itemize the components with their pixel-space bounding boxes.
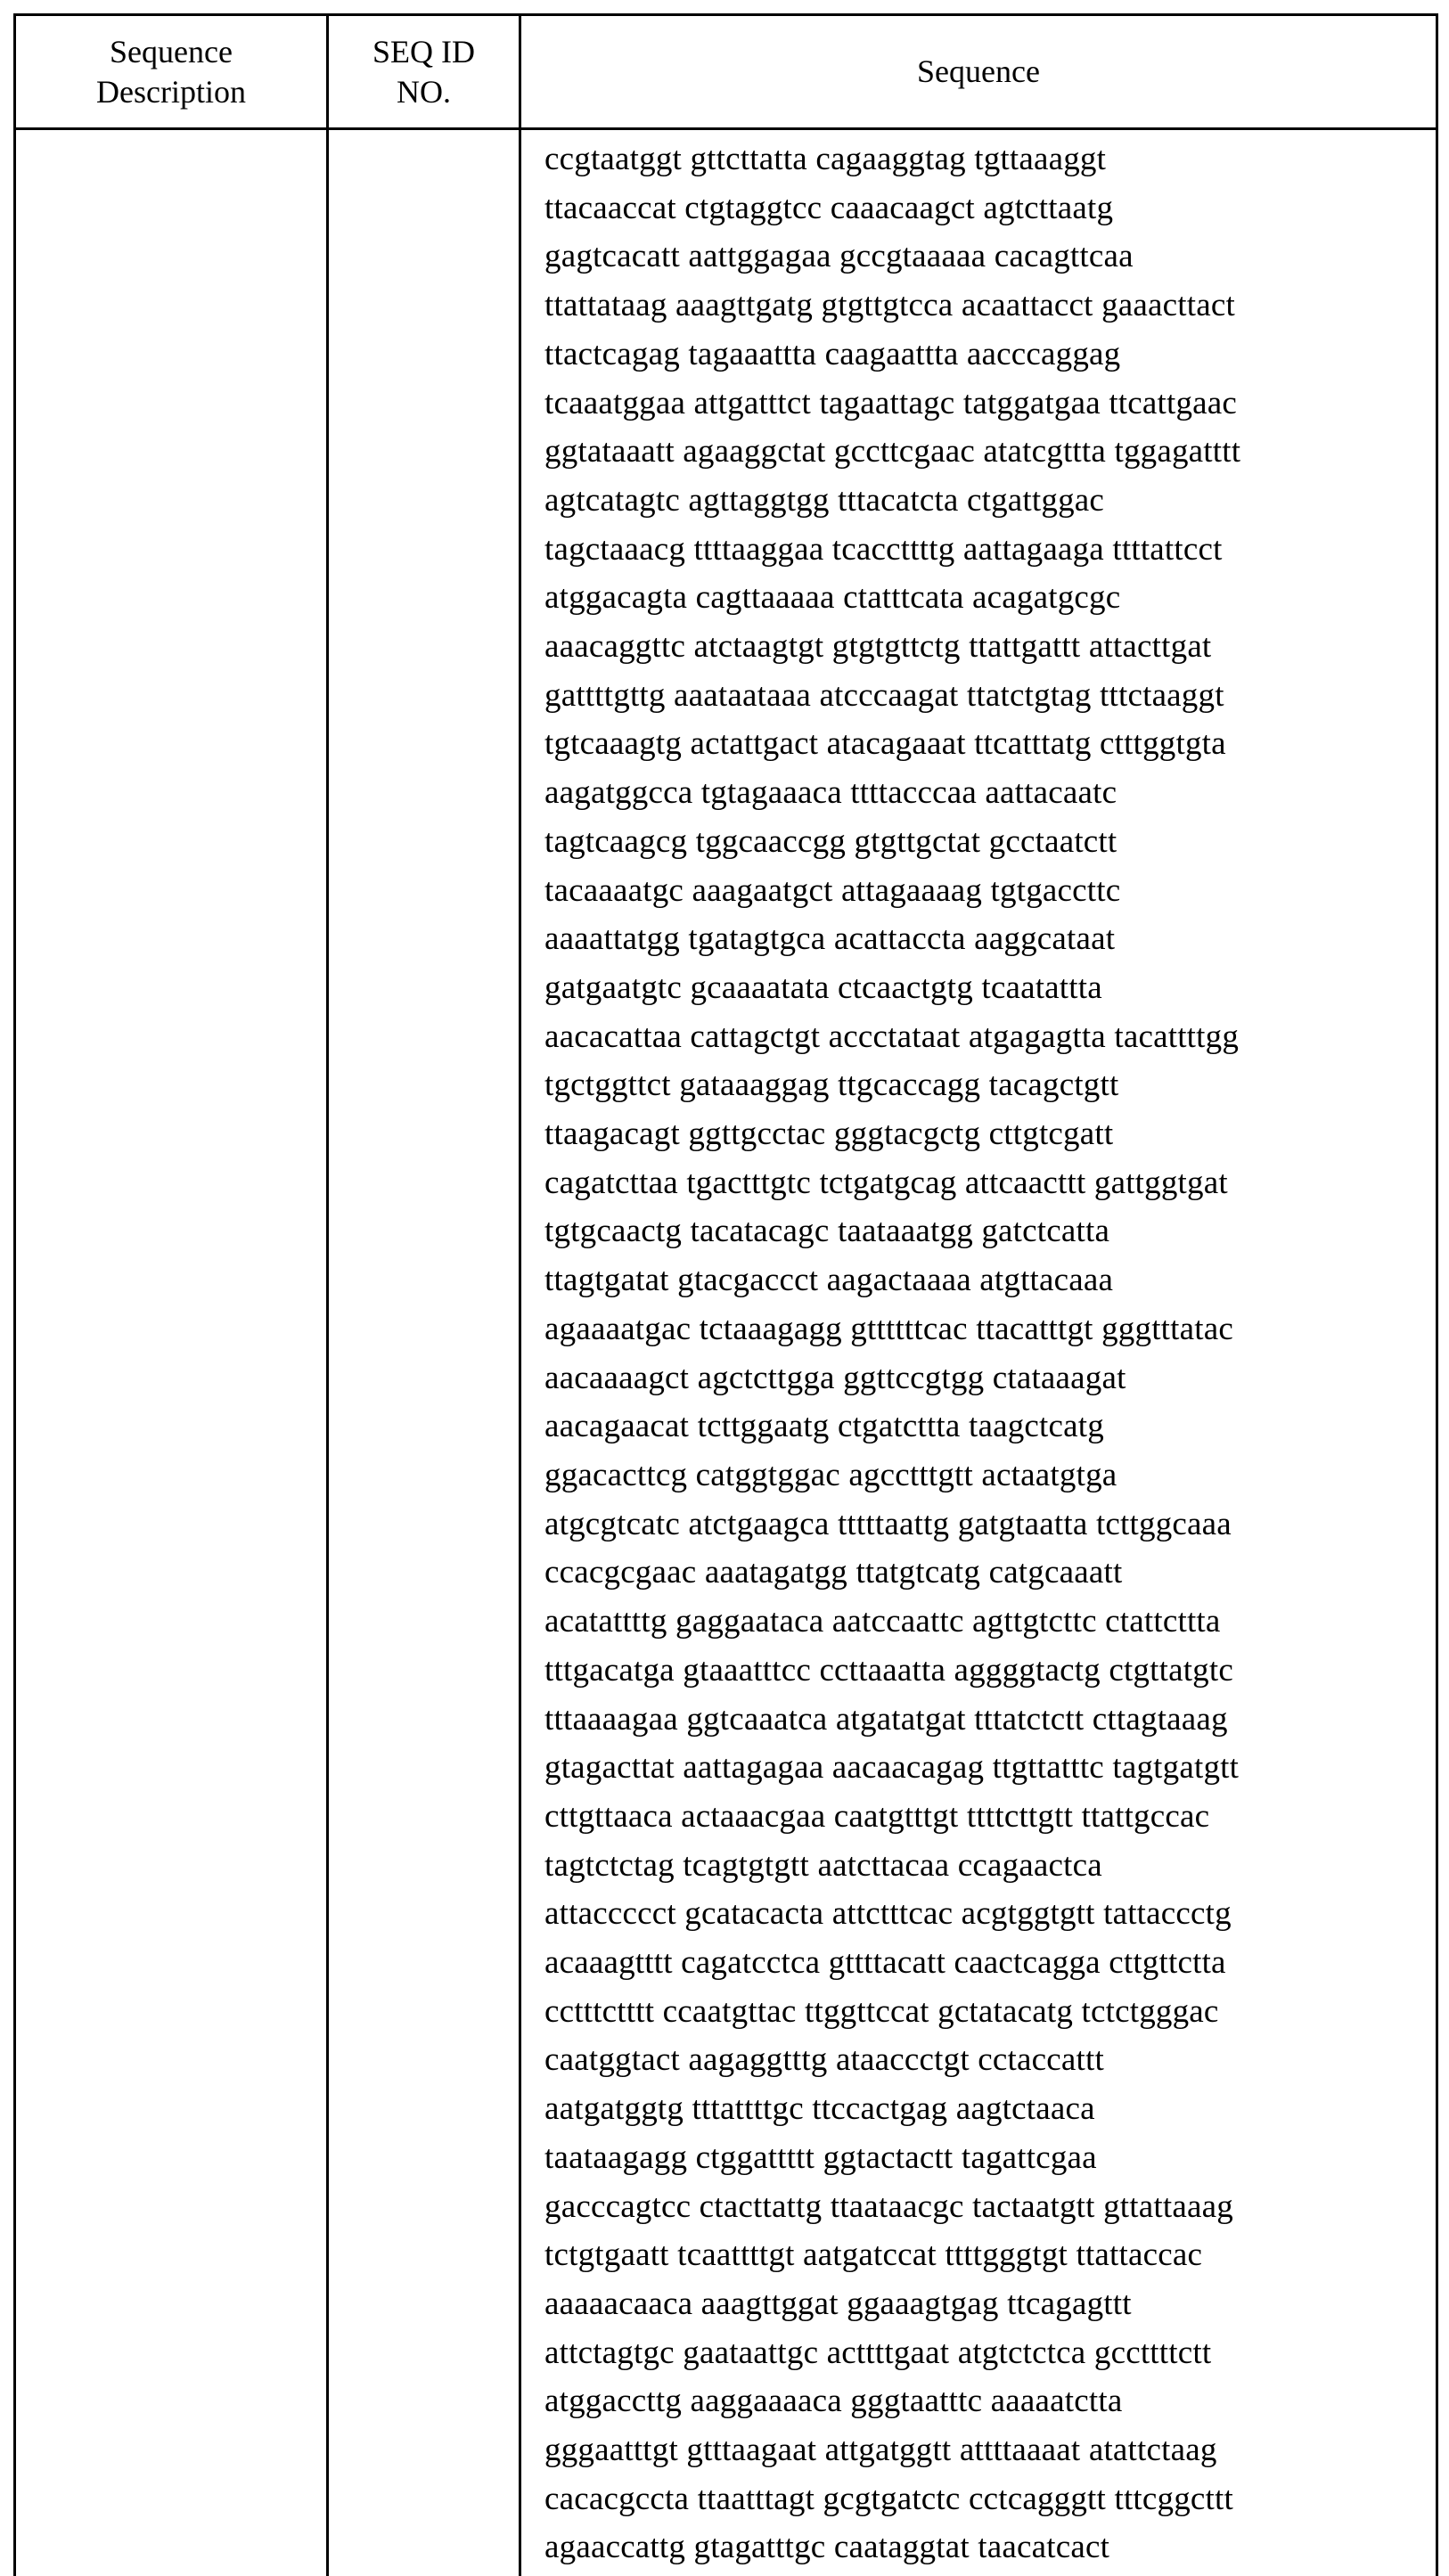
sequence-line: acaaagtttt cagatcctca gttttacatt caactcagga cttgttctta — [544, 1944, 1226, 1982]
sequence-line: aaaaacaaca aaagttggat ggaaagtgag ttcagagttt — [544, 2285, 1132, 2322]
sequence-line: ccacgcgaac aaatagatgg ttatgtcatg catgcaaatt — [544, 1554, 1123, 1591]
sequence-line: ccgtaatggt gttcttatta cagaaggtag tgttaaaggt — [544, 141, 1107, 177]
sequence-line: attctagtgc gaataattgc acttttgaat atgtctctca gccttttctt — [544, 2334, 1212, 2371]
sequence-line: caatggtact aagaggtttg ataaccctgt cctaccattt — [544, 2041, 1104, 2079]
header-seq-id-no: SEQ ID NO. — [328, 15, 520, 129]
sequence-table — [13, 13, 1438, 2576]
sequence-line: tgtgcaactg tacatacagc taataaatgg gatctcatta — [544, 1213, 1110, 1250]
table-row — [15, 129, 1437, 2576]
header-sequence-description: Sequence Description — [15, 15, 328, 129]
sequence-line: ttattataag aaagttgatg gtgttgtcca acaattacct gaaacttact — [544, 287, 1235, 324]
sequence-line: acatattttg gaggaataca aatccaattc agttgtcttc ctattcttta — [544, 1603, 1221, 1640]
sequence-line: agtcatagtc agttaggtgg tttacatcta ctgattggac — [544, 481, 1105, 519]
sequence-line: cagatcttaa tgactttgtc tctgatgcag attcaacttt gattggtgat — [544, 1164, 1228, 1201]
cell-sequence — [520, 129, 1437, 2576]
sequence-line: ggacacttcg catggtggac agcctttgtt actaatgtga — [544, 1456, 1117, 1493]
sequence-line: aagatggcca tgtagaaaca ttttacccaa aattacaatc — [544, 774, 1117, 812]
sequence-line: atggaccttg aaggaaaaca gggtaatttc aaaaatctta — [544, 2383, 1123, 2420]
table-header-row — [15, 15, 1437, 129]
sequence-line: ttactcagag tagaaattta caagaattta aacccaggag — [544, 335, 1121, 372]
sequence-line: aatgatggtg tttattttgc ttccactgag aagtctaaca — [544, 2090, 1095, 2128]
sequence-line: gacccagtcc ctacttattg ttaataacgc tactaatgtt gttattaaag — [544, 2188, 1233, 2225]
sequence-line: tagctaaacg ttttaaggaa tcaccttttg aattagaaga ttttattcct — [544, 530, 1223, 568]
sequence-line: atggacagta cagttaaaaa ctatttcata acagatgcgc — [544, 579, 1121, 617]
sequence-line: gggaatttgt gtttaagaat attgatggtt attttaaaat atattctaag — [544, 2432, 1217, 2469]
sequence-line: tttgacatga gtaaatttcc ccttaaatta aggggtactg ctgttatgtc — [544, 1651, 1233, 1689]
sequence-line: ttagtgatat gtacgaccct aagactaaaa atgttacaaa — [544, 1262, 1114, 1299]
sequence-line: tctgtgaatt tcaattttgt aatgatccat ttttgggtgt ttattaccac — [544, 2237, 1203, 2274]
sequence-line: ttaagacagt ggttgcctac gggtacgctg cttgtcgatt — [544, 1116, 1114, 1153]
sequence-line: tcaaatggaa attgatttct tagaattagc tatggatgaa ttcattgaac — [544, 384, 1238, 421]
sequence-line: cctttctttt ccaatgttac ttggttccat gctatacatg tctctgggac — [544, 1992, 1219, 2030]
sequence-text — [544, 135, 1425, 2572]
sequence-line: aacacattaa cattagctgt accctataat atgagagtta tacattttgg — [544, 1018, 1240, 1055]
sequence-line: ggtataaatt agaaggctat gccttcgaac atatcgttta tggagatttt — [544, 433, 1241, 470]
cell-sequence-description — [15, 129, 328, 2576]
sequence-line: tagtctctag tcagtgtgtt aatcttacaa ccagaactca — [544, 1846, 1102, 1884]
sequence-line: tgctggttct gataaaggag ttgcaccagg tacagctgtt — [544, 1067, 1119, 1104]
sequence-line: atgcgtcatc atctgaagca tttttaattg gatgtaatta tcttggcaaa — [544, 1505, 1232, 1542]
sequence-line: gagtcacatt aattggagaa gccgtaaaaa cacagttcaa — [544, 238, 1134, 275]
sequence-line: agaaccattg gtagatttgc caataggtat taacatcact — [544, 2529, 1110, 2566]
sequence-line: cttgttaaca actaaacgaa caatgtttgt ttttcttgtt ttattgccac — [544, 1797, 1210, 1835]
sequence-line: aaacaggttc atctaagtgt gtgtgttctg ttattgattt attacttgat — [544, 628, 1212, 666]
cell-seq-id-no — [328, 129, 520, 2576]
sequence-line: agaaaatgac tctaaagagg gttttttcac ttacatttgt gggtttatac — [544, 1310, 1233, 1347]
sequence-line: gattttgttg aaataataaa atcccaagat ttatctgtag tttctaaggt — [544, 676, 1224, 714]
sequence-line: tttaaaagaa ggtcaaatca atgatatgat tttatctctt cttagtaaag — [544, 1700, 1228, 1738]
sequence-line: tgtcaaagtg actattgact atacagaaat ttcatttatg ctttggtgta — [544, 725, 1226, 763]
sequence-line: gtagacttat aattagagaa aacaacagag ttgttatttc tagtgatgtt — [544, 1749, 1240, 1787]
sequence-line: aacagaacat tcttggaatg ctgatcttta taagctcatg — [544, 1408, 1104, 1445]
sequence-line: ttacaaccat ctgtaggtcc caaacaagct agtcttaatg — [544, 189, 1114, 226]
sequence-line: aaaattatgg tgatagtgca acattaccta aaggcataat — [544, 920, 1116, 958]
sequence-line: gatgaatgtc gcaaaatata ctcaactgtg tcaatattta — [544, 969, 1102, 1006]
sequence-line: tacaaaatgc aaagaatgct attagaaaag tgtgaccttc — [544, 871, 1121, 909]
sequence-line: tagtcaagcg tggcaaccgg gtgttgctat gcctaatctt — [544, 822, 1117, 860]
sequence-line: aacaaaagct agctcttgga ggttccgtgg ctataaagat — [544, 1359, 1126, 1396]
sequence-line: taataagagg ctggattttt ggtactactt tagattcgaa — [544, 2138, 1097, 2176]
sequence-line: attaccccct gcatacacta attctttcac acgtggtgtt tattaccctg — [544, 1895, 1232, 1933]
sequence-line: cacacgccta ttaatttagt gcgtgatctc cctcagggtt tttcggcttt — [544, 2480, 1233, 2517]
header-sequence: Sequence — [520, 15, 1437, 129]
